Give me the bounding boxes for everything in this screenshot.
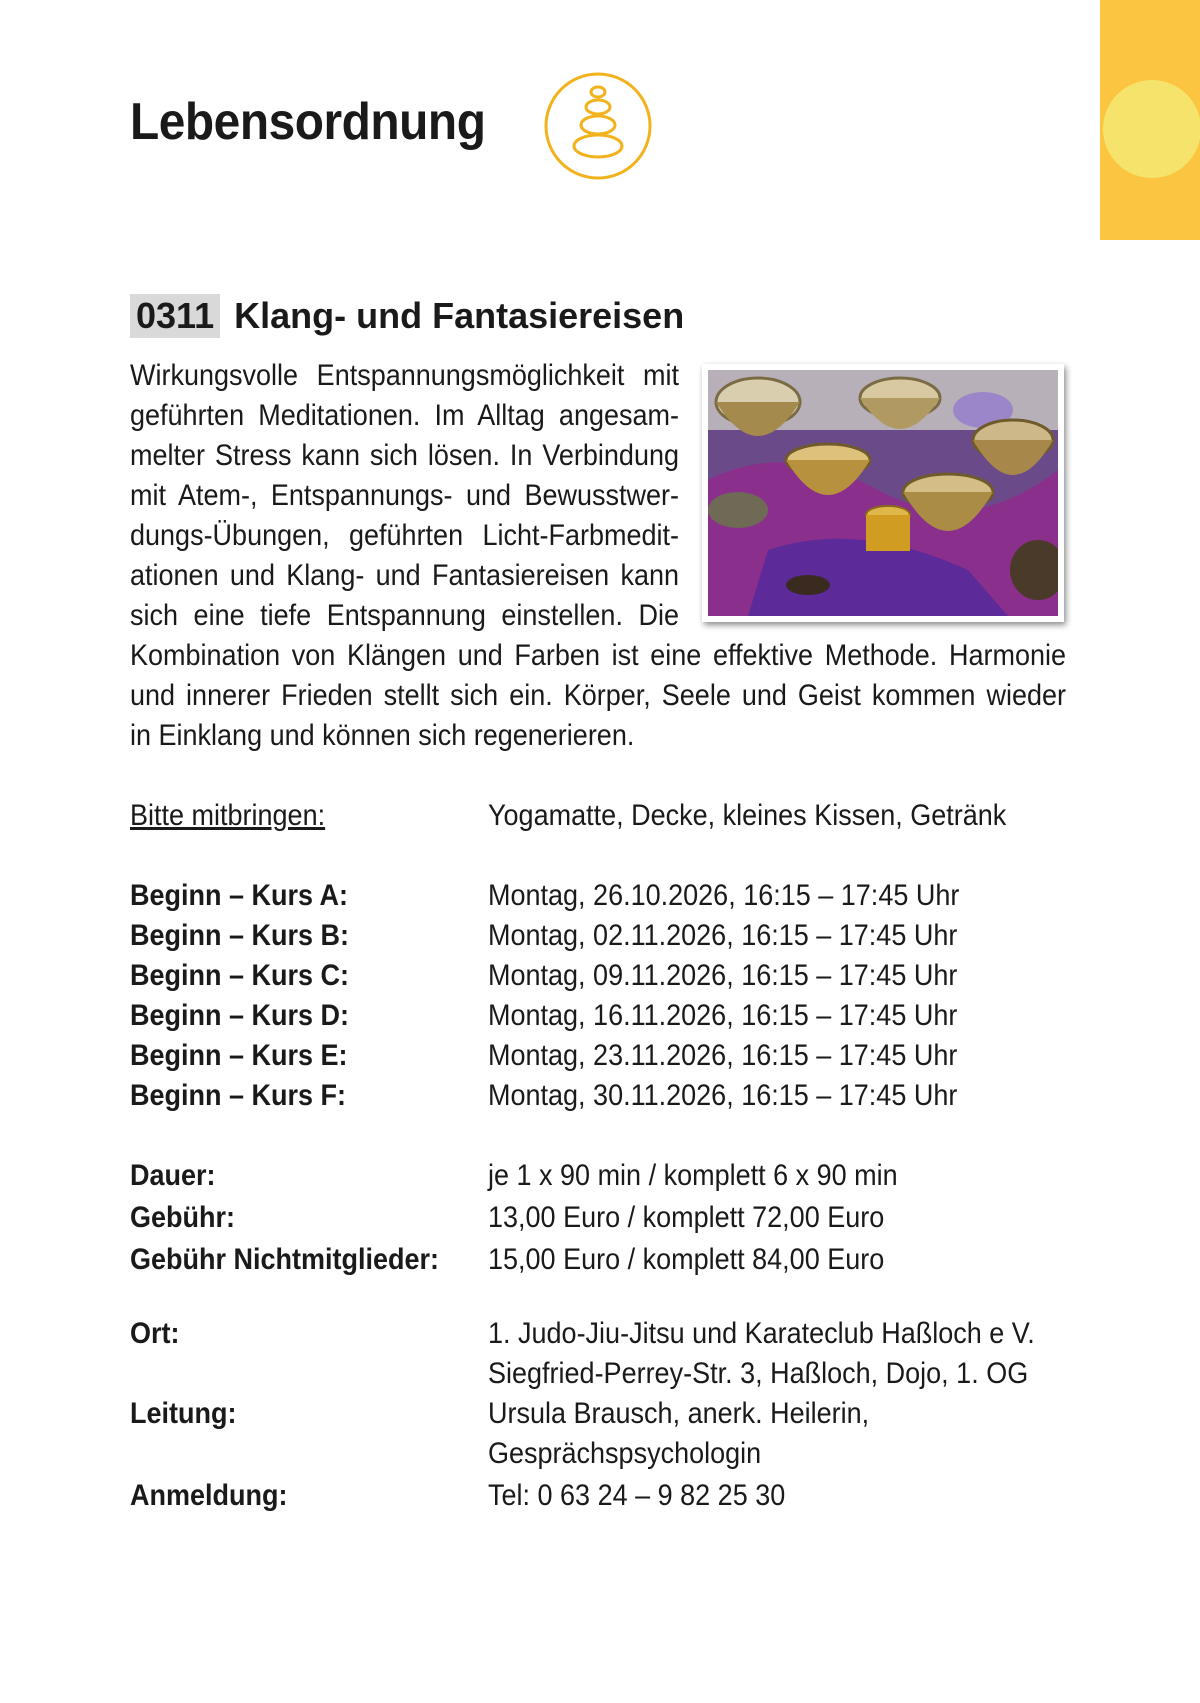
start-value: Montag, 02.11.2026, 16:15 – 17:45 Uhr	[488, 919, 958, 952]
start-value: Montag, 16.11.2026, 16:15 – 17:45 Uhr	[488, 999, 958, 1032]
description-line: geführten Meditationen. Im Alltag angesam-	[130, 399, 679, 432]
stacked-stones-icon	[542, 70, 654, 182]
fee-label: Gebühr:	[130, 1201, 236, 1234]
description-line: mit Atem-, Entspannungs- und Bewusstwer-	[130, 479, 679, 512]
leader-line: Gesprächspsychologin	[488, 1437, 762, 1470]
leader-line: Ursula Brausch, anerk. Heilerin,	[488, 1397, 870, 1430]
course-title: Klang- und Fantasiereisen	[234, 295, 685, 336]
start-label: Beginn – Kurs D:	[130, 999, 350, 1032]
bring-label: Bitte mitbringen:	[130, 799, 326, 832]
location-line: Siegfried-Perrey-Str. 3, Haßloch, Dojo, 1. OG	[488, 1357, 1029, 1390]
description-line: und innerer Frieden stellt sich ein. Körper, Seele und Geist kommen wieder	[130, 679, 1066, 712]
start-value: Montag, 26.10.2026, 16:15 – 17:45 Uhr	[488, 879, 960, 912]
start-value: Montag, 23.11.2026, 16:15 – 17:45 Uhr	[488, 1039, 958, 1072]
fee-nonmember-label: Gebühr Nichtmitglieder:	[130, 1243, 440, 1276]
registration-label: Anmeldung:	[130, 1479, 288, 1512]
duration-value: je 1 x 90 min / komplett 6 x 90 min	[488, 1159, 898, 1192]
description-line: sich eine tiefe Entspannung einstellen. Die	[130, 599, 679, 632]
leader-label: Leitung:	[130, 1397, 237, 1430]
description-line: dungs-Übungen, geführten Licht-Farbmedit-	[130, 519, 679, 552]
description-line: in Einklang und können sich regenerieren.	[130, 719, 635, 752]
fee-value: 13,00 Euro / komplett 72,00 Euro	[488, 1201, 885, 1234]
start-label: Beginn – Kurs F:	[130, 1079, 347, 1112]
location-label: Ort:	[130, 1317, 180, 1350]
start-label: Beginn – Kurs A:	[130, 879, 349, 912]
corner-circle	[1103, 80, 1200, 178]
course-heading	[130, 294, 684, 338]
description-full	[130, 636, 1066, 756]
duration-label: Dauer:	[130, 1159, 216, 1192]
description-line: Wirkungsvolle Entspannungsmöglichkeit mit	[130, 359, 679, 392]
registration-value: Tel: 0 63 24 – 9 82 25 30	[488, 1479, 786, 1512]
description-wrapped	[130, 356, 679, 636]
start-label: Beginn – Kurs E:	[130, 1039, 348, 1072]
page-title: Lebensordnung	[130, 93, 486, 151]
start-value: Montag, 09.11.2026, 16:15 – 17:45 Uhr	[488, 959, 958, 992]
start-label: Beginn – Kurs B:	[130, 919, 350, 952]
singing-bowls-photo	[702, 364, 1064, 622]
course-number: 0311	[130, 294, 220, 338]
bring-value: Yogamatte, Decke, kleines Kissen, Getränk	[488, 799, 1007, 832]
start-value: Montag, 30.11.2026, 16:15 – 17:45 Uhr	[488, 1079, 958, 1112]
start-label: Beginn – Kurs C:	[130, 959, 350, 992]
description-line: Kombination von Klängen und Farben ist eine effektive Methode. Harmonie	[130, 639, 1066, 672]
description-line: ationen und Klang- und Fantasiereisen kann	[130, 559, 679, 592]
description-line: melter Stress kann sich lösen. In Verbindung	[130, 439, 679, 472]
fee-nonmember-value: 15,00 Euro / komplett 84,00 Euro	[488, 1243, 885, 1276]
location-line: 1. Judo-Jiu-Jitsu und Karateclub Haßloch e V.	[488, 1317, 1035, 1350]
